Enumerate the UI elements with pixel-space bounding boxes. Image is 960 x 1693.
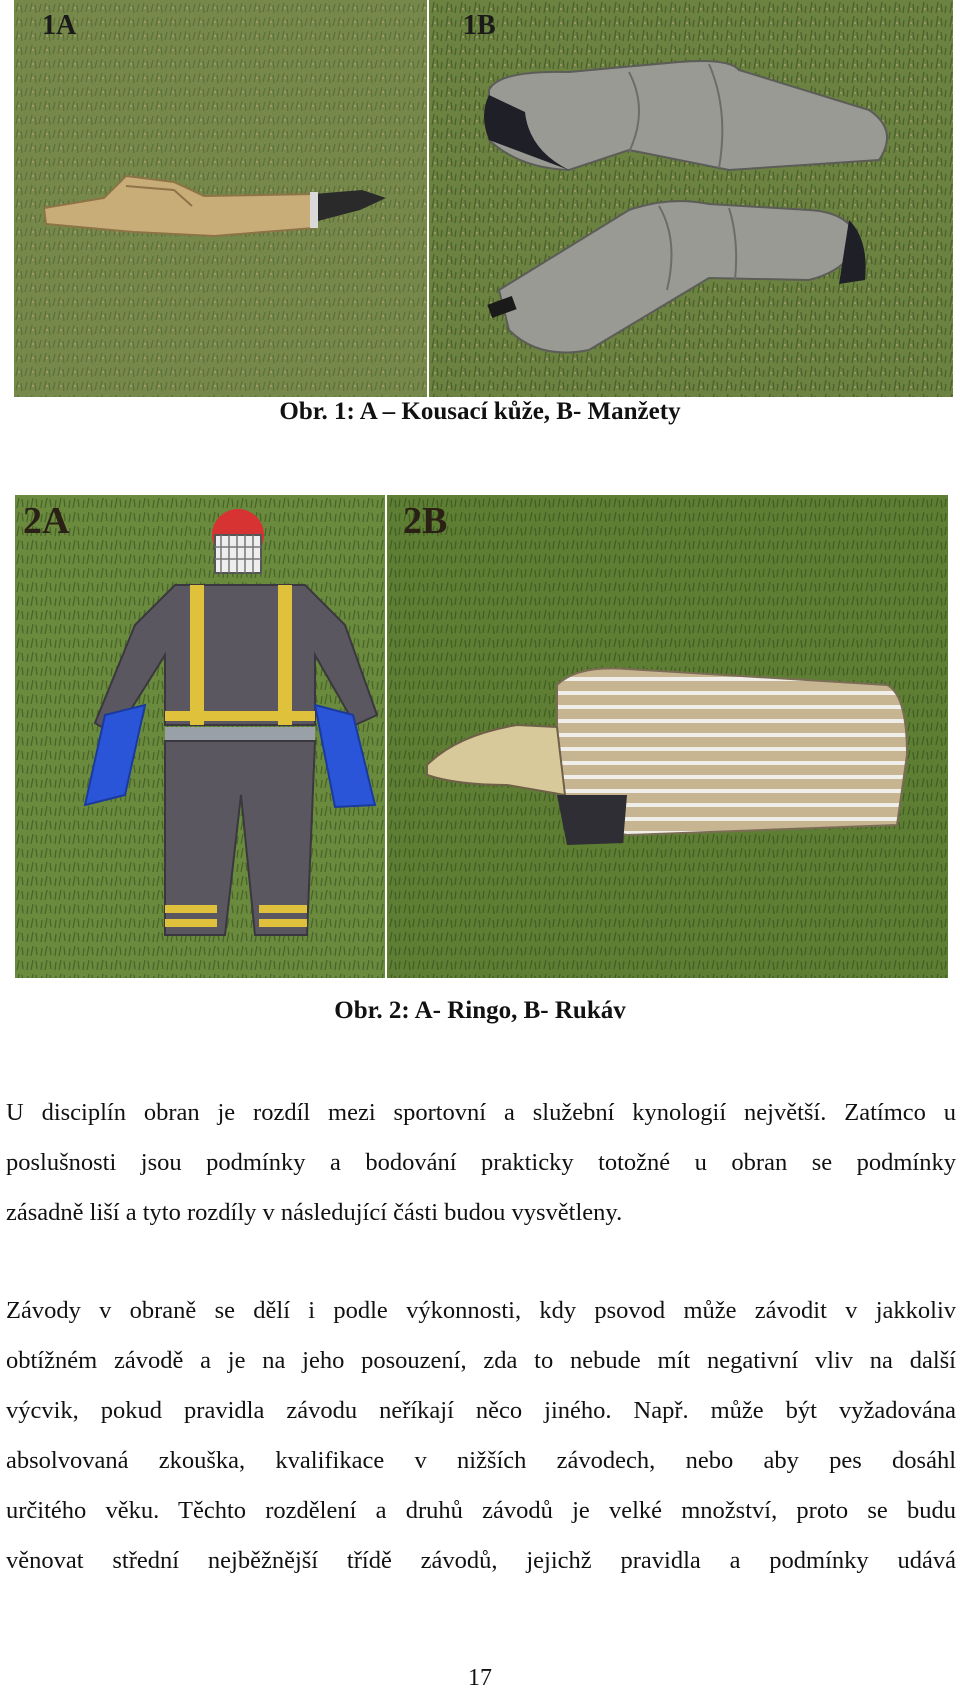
panel-label-2a: 2A <box>23 500 70 542</box>
paragraph-disciplines <box>6 1088 956 1238</box>
paragraph-competitions <box>6 1286 956 1586</box>
paragraph-line: určitého věku. Těchto rozdělení a druhů závodů je velké množství, proto se budu <box>6 1497 956 1524</box>
figure-2-caption: Obr. 2: A- Ringo, B- Rukáv <box>334 997 626 1024</box>
bite-cuffs-image <box>429 0 953 397</box>
paragraph-line: výcvik, pokud pravidla závodu neříkají něco jiného. Např. může být vyžadována <box>6 1397 956 1424</box>
page-number: 17 <box>468 1665 492 1691</box>
figure-1b-photo <box>429 0 953 397</box>
panel-label-1b: 1B <box>463 10 496 41</box>
paragraph-line: absolvovaná zkouška, kvalifikace v nižších závodech, nebo aby pes dosáhl <box>6 1447 956 1474</box>
figure-2b-photo <box>387 495 948 978</box>
paragraph-line: Závody v obraně se dělí i podle výkonnosti, kdy psovod může závodit v jakkoliv <box>6 1297 956 1324</box>
figure-1-caption: Obr. 1: A – Kousací kůže, B- Manžety <box>279 398 681 425</box>
figure-1a-photo <box>14 0 427 397</box>
protective-suit-image <box>15 495 385 978</box>
bite-sleeve-image <box>387 495 948 978</box>
paragraph-line: poslušnosti jsou podmínky a bodování prakticky totožné u obran se podmínky <box>6 1149 956 1176</box>
paragraph-line: obtížném závodě a je na jeho posouzení, zda to nebude mít negativní vliv na další <box>6 1347 956 1374</box>
figure-2a-photo <box>15 495 385 978</box>
panel-label-2b: 2B <box>403 500 448 542</box>
panel-label-1a: 1A <box>42 10 77 41</box>
bite-leather-image <box>14 0 427 397</box>
paragraph-line: zásadně liší a tyto rozdíly v následující části budou vysvětleny. <box>6 1199 623 1226</box>
paragraph-line: věnovat střední nejběžnější třídě závodů, jejichž pravidla a podmínky udává <box>6 1547 956 1574</box>
paragraph-line: U disciplín obran je rozdíl mezi sportovní a služební kynologií největší. Zatímco u <box>6 1099 956 1126</box>
